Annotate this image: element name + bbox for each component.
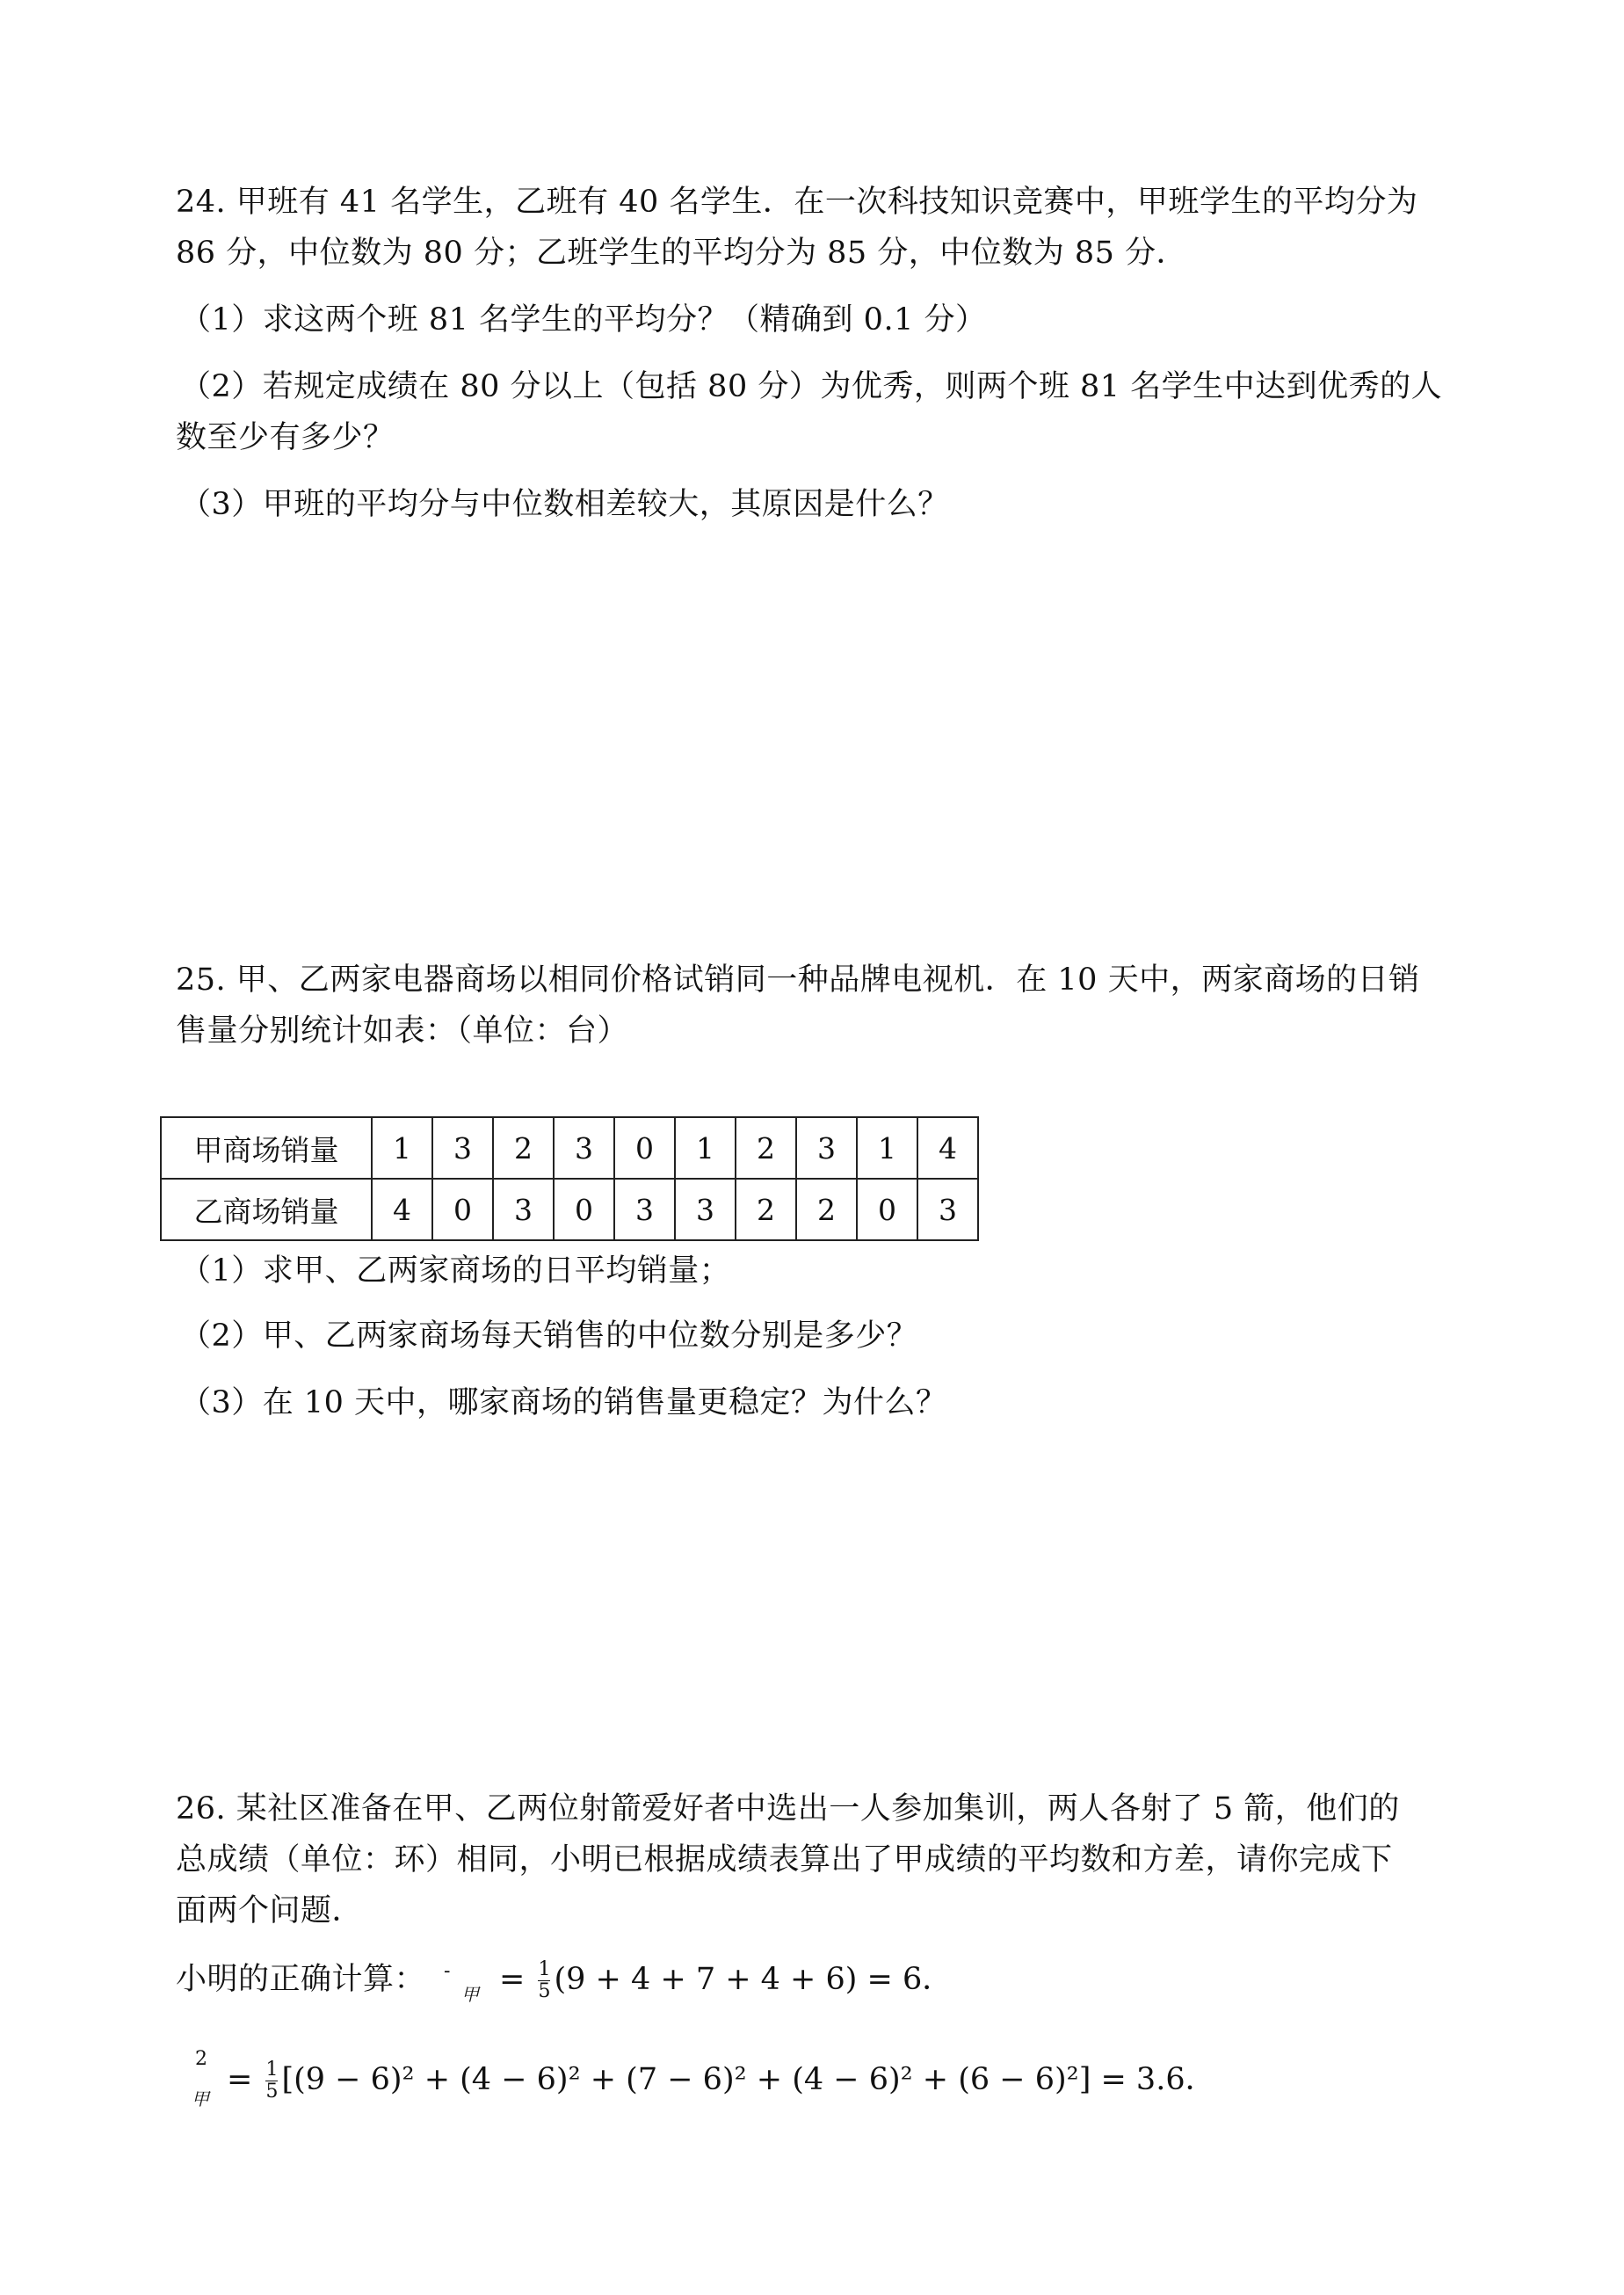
q25-stem-line2: 售量分别统计如表：（单位：台） xyxy=(176,1013,629,1049)
sales-table-row-label: 甲商场销量 xyxy=(161,1117,372,1179)
q24-part2-line2: 数至少有多少？ xyxy=(176,420,395,455)
sales-table-cell: 1 xyxy=(372,1117,432,1179)
mean-expression: (9 + 4 + 7 + 4 + 6) = 6． xyxy=(554,1962,953,1997)
q25-part2: （2）甲、乙两家商场每天销售的中位数分别是多少？ xyxy=(180,1318,918,1354)
q24-part1: （1）求这两个班 81 名学生的平均分？（精确到 0.1 分） xyxy=(180,302,987,338)
mean-bar xyxy=(444,1950,450,1985)
variance-subscript-text: 甲 xyxy=(192,2088,209,2110)
variance-subscript xyxy=(192,2078,209,2113)
sales-table-cell: 3 xyxy=(796,1117,857,1179)
sales-table-cell: 2 xyxy=(796,1179,857,1240)
sales-table-cell: 2 xyxy=(736,1117,796,1179)
mean-subscript-text: 甲 xyxy=(461,1984,479,2005)
mean-fraction-denominator: 5 xyxy=(538,1980,551,2002)
sales-table-cell: 2 xyxy=(493,1117,554,1179)
sales-table-cell: 0 xyxy=(554,1179,614,1240)
sales-table-cell: 3 xyxy=(493,1179,554,1240)
variance-expression: [(9 − 6)² + (4 − 6)² + (7 − 6)² + (4 − 6)² + (6 − 6)²] = 3.6． xyxy=(281,2062,1216,2097)
sales-table-cell: 3 xyxy=(917,1179,978,1240)
variance-fraction-denominator: 5 xyxy=(265,2081,279,2103)
q24-part3: （3）甲班的平均分与中位数相差较大，其原因是什么？ xyxy=(180,487,949,522)
mean-equals: = xyxy=(499,1962,526,1997)
sales-table-cell: 0 xyxy=(857,1179,917,1240)
mean-formula xyxy=(499,1953,953,2006)
sales-table-row-label: 乙商场销量 xyxy=(161,1179,372,1240)
q24-part2-line1: （2）若规定成绩在 80 分以上（包括 80 分）为优秀，则两个班 81 名学生中达到优秀的人 xyxy=(180,369,1443,404)
sales-table-cell: 0 xyxy=(614,1117,675,1179)
sales-table-cell: 3 xyxy=(614,1179,675,1240)
sales-table-cell: 3 xyxy=(675,1179,736,1240)
sales-table-row xyxy=(161,1179,978,1240)
q25-part3: （3）在 10 天中，哪家商场的销售量更稳定？为什么？ xyxy=(180,1385,947,1420)
mean-bar-mark: - xyxy=(444,1960,451,1982)
variance-superscript: 2 xyxy=(195,2048,207,2070)
mean-subscript xyxy=(461,1973,479,2008)
sales-table-cell: 2 xyxy=(736,1179,796,1240)
sales-table-cell: 1 xyxy=(857,1117,917,1179)
q25-part1: （1）求甲、乙两家商场的日平均销量； xyxy=(180,1253,731,1289)
sales-table-row xyxy=(161,1117,978,1179)
q26-stem-line2: 总成绩（单位：环）相同，小明已根据成绩表算出了甲成绩的平均数和方差，请你完成下 xyxy=(176,1842,1393,1877)
sales-table-cell: 4 xyxy=(372,1179,432,1240)
sales-table-cell: 3 xyxy=(554,1117,614,1179)
mean-fraction xyxy=(538,1959,550,2002)
sales-table-cell: 0 xyxy=(432,1179,493,1240)
sales-table-cell: 3 xyxy=(432,1117,493,1179)
mean-fraction-numerator: 1 xyxy=(538,1958,551,1980)
variance-equals: = xyxy=(227,2062,253,2097)
sales-table-cell: 4 xyxy=(917,1117,978,1179)
q25-stem-line1: 25. 甲、乙两家电器商场以相同价格试销同一种品牌电视机．在 10 天中，两家商场的日销 xyxy=(176,962,1420,998)
variance-fraction xyxy=(265,2059,278,2103)
q24-stem-line1: 24. 甲班有 41 名学生，乙班有 40 名学生．在一次科技知识竞赛中，甲班学生的平均分为 xyxy=(176,185,1418,220)
q26-stem-line1: 26. 某社区准备在甲、乙两位射箭爱好者中选出一人参加集训，两人各射了 5 箭，他们的 xyxy=(176,1791,1400,1827)
variance-fraction-numerator: 1 xyxy=(265,2059,279,2081)
q24-stem-line2: 86 分，中位数为 80 分；乙班学生的平均分为 85 分，中位数为 85 分． xyxy=(176,236,1188,271)
sales-table xyxy=(160,1116,979,1241)
q26-calc-label: 小明的正确计算： xyxy=(176,1962,426,1997)
sales-table-cell: 1 xyxy=(675,1117,736,1179)
q26-stem-line3: 面两个问题． xyxy=(176,1893,364,1928)
variance-formula xyxy=(227,2053,1216,2106)
